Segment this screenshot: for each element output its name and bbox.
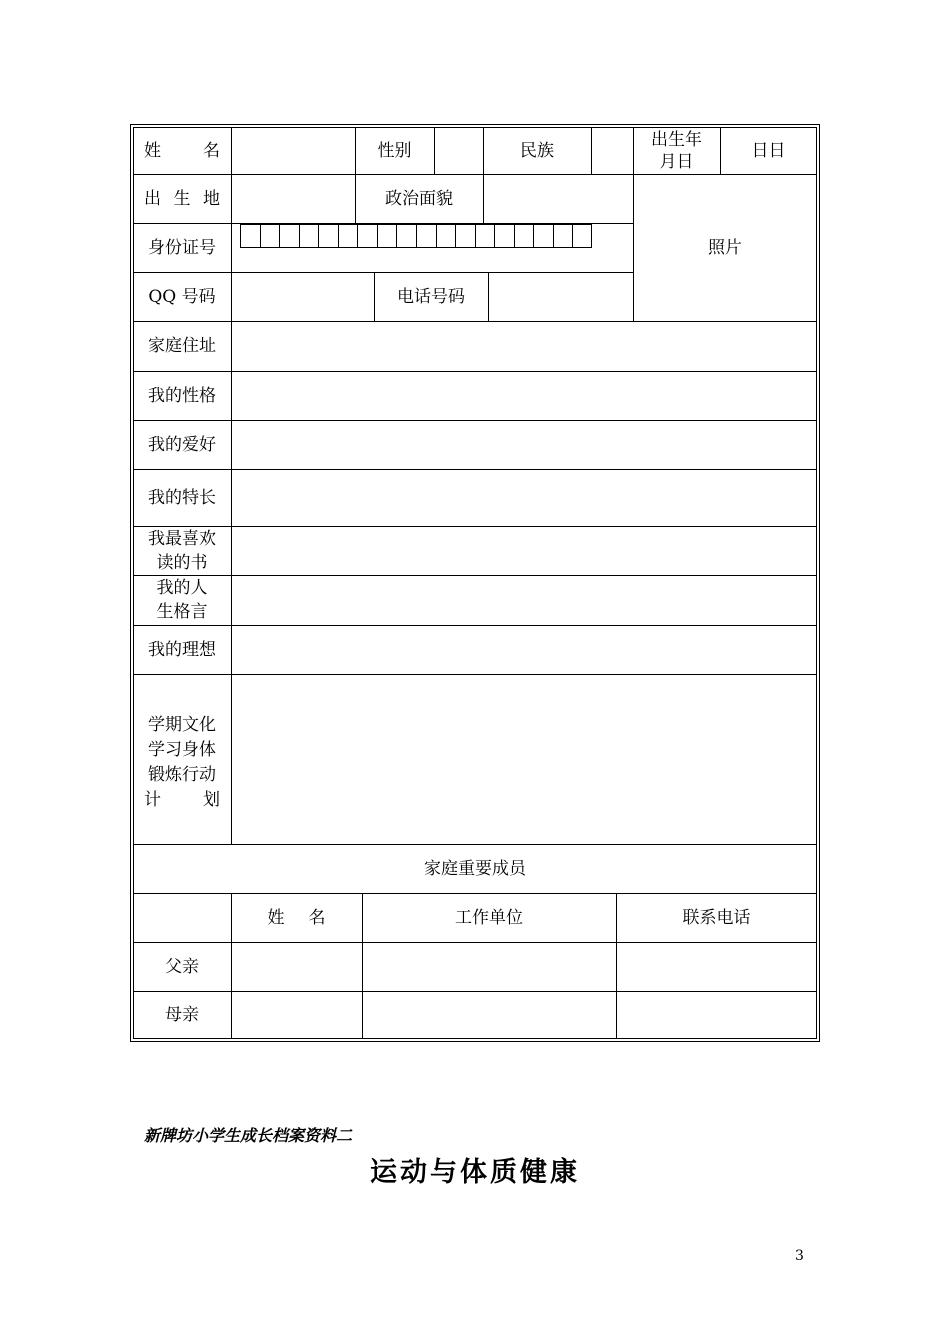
row-divider [133,469,817,470]
photo-placeholder[interactable]: 照片 [708,237,742,258]
row-divider [133,991,817,992]
id-digit-divider [396,224,397,248]
family-col-work: 工作单位 [455,907,523,928]
life-motto-label: 我的人 生格言 [156,578,208,622]
id-digit-divider [279,224,280,248]
family-members-header: 家庭重要成员 [424,858,526,879]
id-digit-divider [357,224,358,248]
id-digit-divider [533,224,534,248]
id-digit-divider [299,224,300,248]
row-divider [133,420,817,421]
id-digit-divider [377,224,378,248]
id-digit-divider [416,224,417,248]
row-divider [133,625,817,626]
gender-label: 性别 [377,140,412,161]
id-number-label: 身份证号 [148,237,216,258]
row-divider [133,321,817,322]
specialty-label: 我的特长 [148,487,216,508]
id-digit-divider [338,224,339,248]
section-title: 运动与体质健康 [370,1157,580,1188]
row-divider [133,371,817,372]
ideal-label: 我的理想 [148,639,216,660]
archive-subtitle: 新牌坊小学生成长档案资料二 [144,1126,353,1145]
id-digit-divider [494,224,495,248]
mother-label: 母亲 [165,1005,199,1025]
label-column-divider [231,127,232,844]
row-divider [133,526,817,527]
id-digit-divider [260,224,261,248]
id-digit-divider [514,224,515,248]
qq-label: QQ 号码 [148,286,216,307]
birthplace-label: 出 生 地 [144,188,220,209]
birth-date-label: 出生年 月日 [651,129,702,172]
phone-label: 电话号码 [397,286,465,307]
page-number: 3 [795,1248,804,1264]
id-digit-divider [572,224,573,248]
address-label: 家庭住址 [148,336,216,356]
birth-date-value[interactable]: 日日 [751,140,786,161]
col-divider [434,127,435,174]
col-divider [488,272,489,321]
id-digit-divider [553,224,554,248]
id-digit-divider [455,224,456,248]
id-digit-divider [318,224,319,248]
name-label: 姓 名 [144,140,220,161]
family-col-phone: 联系电话 [682,907,751,928]
ethnicity-label: 民族 [520,140,554,161]
personality-label: 我的性格 [148,385,216,406]
father-label: 父亲 [165,956,199,977]
semester-plan-label: 学期文化 学习身体 锻炼行动 计 划 [144,715,220,810]
row-divider [133,674,817,675]
hobby-label: 我的爱好 [148,434,216,455]
family-col-name: 姓 名 [267,907,326,928]
favorite-book-label: 我最喜欢 读的书 [148,528,216,573]
id-digit-divider [436,224,437,248]
political-status-label: 政治面貌 [385,188,453,209]
id-digit-divider [475,224,476,248]
row-divider [133,575,817,576]
col-divider [591,127,592,174]
row-divider [133,942,817,943]
